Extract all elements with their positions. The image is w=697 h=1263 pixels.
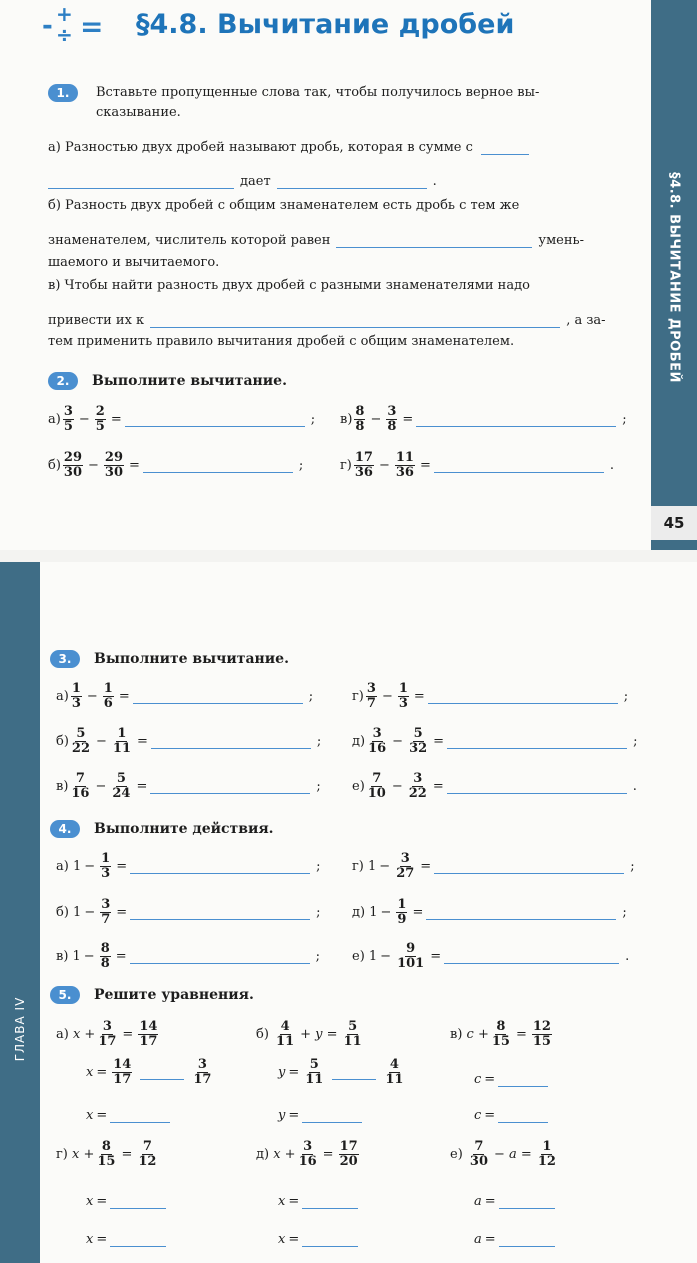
task-4-item: б) 1 − $\frac{3}{7}$ = ;: [56, 897, 321, 927]
task-5-header: [50, 986, 254, 1004]
svg-text:÷: ÷: [56, 23, 73, 44]
equation-e: д) x + $\frac{3}{16}$ = $\frac{17}{20}$: [256, 1139, 358, 1169]
fraction: $\frac{29}{30}$: [63, 450, 82, 480]
textbook-page-44: [0, 562, 697, 1263]
chapter-sidebar: [651, 0, 697, 550]
answer-blank[interactable]: [130, 860, 310, 874]
fraction: $\frac{2}{5}$: [95, 404, 105, 434]
task-2-item: б) $\frac{29}{30}$ − $\frac{29}{30}$ = ;: [48, 450, 304, 480]
fraction: $\frac{11}{36}$: [395, 450, 414, 480]
item-letter: г): [340, 458, 352, 473]
answer-blank[interactable]: [133, 690, 303, 704]
task-4-header: [50, 820, 274, 838]
task-1a-line1: [48, 140, 529, 155]
task-1-instruction-cont: сказывание.: [96, 105, 181, 120]
equation-d: г) x + $\frac{8}{15}$ = $\frac{7}{12}$: [56, 1139, 157, 1169]
answer-blank[interactable]: [130, 950, 310, 964]
task-1-instruction: Вставьте пропущенные слова так, чтобы получилось верное вы-: [96, 85, 540, 100]
answer-blank[interactable]: [302, 1233, 358, 1247]
fraction: $\frac{17}{36}$: [354, 450, 373, 480]
textbook-page-45: [0, 0, 697, 550]
equation-f: е) $\frac{7}{30}$ − a = $\frac{1}{12}$: [450, 1139, 556, 1169]
equation-d-step: x =: [86, 1194, 166, 1209]
answer-blank[interactable]: [302, 1195, 358, 1209]
equation-c-step: c =: [474, 1072, 548, 1087]
task-1c-text2: привести их к: [48, 313, 145, 328]
task-1b-line2: [48, 233, 584, 248]
task-1b-text3: умень-: [538, 233, 585, 248]
answer-blank[interactable]: [150, 780, 310, 794]
answer-blank[interactable]: [416, 413, 616, 427]
answer-blank[interactable]: [336, 234, 532, 248]
task-2-label: Выполните вычитание.: [92, 373, 287, 389]
page-number: 45: [651, 506, 697, 540]
answer-blank[interactable]: [110, 1233, 166, 1247]
task-4-label: Выполните действия.: [94, 821, 274, 837]
answer-blank[interactable]: [130, 906, 310, 920]
svg-text:=: =: [80, 10, 104, 43]
fraction: $\frac{29}{30}$: [104, 450, 123, 480]
item-letter: а): [48, 412, 61, 427]
task-4-item: в) 1 − $\frac{8}{8}$ = ;: [56, 941, 321, 971]
task-3-item: е) $\frac{7}{10}$ − $\frac{3}{22}$ = .: [352, 771, 637, 801]
answer-blank[interactable]: [428, 690, 618, 704]
task-2-item: в) $\frac{8}{8}$ − $\frac{3}{8}$ = ;: [340, 404, 627, 434]
answer-blank[interactable]: [444, 950, 619, 964]
answer-blank[interactable]: [447, 780, 627, 794]
task-1c-text3: , а за-: [566, 313, 606, 328]
equation-e-step: x =: [278, 1194, 358, 1209]
item-letter: б): [48, 458, 61, 473]
equation-d-answer: x =: [86, 1232, 166, 1247]
task-3-item: б) $\frac{5}{22}$ − $\frac{1}{11}$ = ;: [56, 726, 322, 756]
equation-e-answer: x =: [278, 1232, 358, 1247]
answer-blank[interactable]: [498, 1109, 548, 1123]
answer-blank[interactable]: [434, 860, 624, 874]
task-4-item: а) 1 − $\frac{1}{3}$ = ;: [56, 851, 321, 881]
fraction: $\frac{3}{5}$: [63, 404, 73, 434]
answer-blank[interactable]: [426, 906, 616, 920]
chapter-label: ГЛАВА IV: [13, 996, 27, 1062]
answer-blank[interactable]: [434, 459, 604, 473]
fraction: $\frac{3}{8}$: [387, 404, 397, 434]
answer-blank[interactable]: [48, 175, 234, 189]
answer-blank[interactable]: [110, 1195, 166, 1209]
task-1b-text: б) Разность двух дробей с общим знаменателем есть дробь с тем же: [48, 198, 520, 213]
answer-blank[interactable]: [481, 141, 529, 155]
task-1c-text4: тем применить правило вычитания дробей с общим знаменателем.: [48, 334, 515, 349]
answer-blank[interactable]: [277, 175, 427, 189]
task-3-item: д) $\frac{3}{16}$ − $\frac{5}{32}$ = ;: [352, 726, 638, 756]
equation-a-answer: x =: [86, 1108, 170, 1123]
task-1a-text: а) Разностью двух дробей называют дробь, которая в сумме с: [48, 140, 473, 155]
task-3-item: в) $\frac{7}{16}$ − $\frac{5}{24}$ = ;: [56, 771, 321, 801]
svg-text:+: +: [56, 4, 73, 26]
answer-blank[interactable]: [143, 459, 293, 473]
task-3-item: а) $\frac{1}{3}$ − $\frac{1}{6}$ = ;: [56, 681, 314, 711]
answer-blank[interactable]: [498, 1073, 548, 1087]
answer-blank[interactable]: [302, 1109, 362, 1123]
sidebar-section-title: §4.8. ВЫЧИТАНИЕ ДРОБЕЙ: [666, 172, 682, 383]
equation-a: а) x + $\frac{3}{17}$ = $\frac{14}{17}$: [56, 1019, 158, 1049]
equation-c-answer: c =: [474, 1108, 548, 1123]
answer-blank[interactable]: [151, 735, 311, 749]
answer-blank[interactable]: [447, 735, 627, 749]
answer-blank[interactable]: [125, 413, 305, 427]
answer-blank[interactable]: [150, 314, 560, 328]
task-number-badge: 5.: [50, 986, 80, 1004]
equation-b-step: y = $\frac{5}{11}$ $\frac{4}{11}$: [278, 1057, 404, 1087]
task-number-badge: 4.: [50, 820, 80, 838]
task-1b-text4: шаемого и вычитаемого.: [48, 255, 220, 270]
equation-b-answer: y =: [278, 1108, 362, 1123]
page-title: §4.8. Вычитание дробей: [136, 8, 515, 40]
answer-blank[interactable]: [140, 1066, 184, 1080]
task-1c-line2: [48, 313, 606, 328]
task-3-item: г) $\frac{3}{7}$ − $\frac{1}{3}$ = ;: [352, 681, 629, 711]
task-1b-text2: знаменателем, числитель которой равен: [48, 233, 331, 248]
section-header: [40, 4, 514, 44]
task-2-header: [48, 372, 287, 390]
item-letter: в): [340, 412, 353, 427]
task-3-header: [50, 650, 289, 668]
task-4-item: е) 1 − $\frac{9}{101}$ = .: [352, 941, 630, 971]
equation-f-answer: a =: [474, 1232, 555, 1247]
answer-blank[interactable]: [499, 1233, 555, 1247]
task-4-item: д) 1 − $\frac{1}{9}$ = ;: [352, 897, 627, 927]
task-number-badge: 3.: [50, 650, 80, 668]
fraction: $\frac{8}{8}$: [355, 404, 365, 434]
equation-f-step: a =: [474, 1194, 555, 1209]
answer-blank[interactable]: [332, 1066, 376, 1080]
task-3-label: Выполните вычитание.: [94, 651, 289, 667]
task-number-badge: 2.: [48, 372, 78, 390]
chapter-sidebar: [0, 562, 40, 1263]
answer-blank[interactable]: [499, 1195, 555, 1209]
answer-blank[interactable]: [110, 1109, 170, 1123]
task-2-item: г) $\frac{17}{36}$ − $\frac{11}{36}$ = .: [340, 450, 615, 480]
task-5-label: Решите уравнения.: [94, 987, 254, 1003]
math-symbols-icon: [40, 4, 120, 44]
svg-text:-: -: [42, 11, 53, 41]
task-1a-word: дает: [240, 174, 271, 189]
task-1c-text: в) Чтобы найти разность двух дробей с разными знаменателями надо: [48, 278, 530, 293]
task-2-item: а) $\frac{3}{5}$ − $\frac{2}{5}$ = ;: [48, 404, 316, 434]
task-number-badge: 1.: [48, 84, 78, 102]
task-1-header: [48, 84, 78, 102]
equation-c: в) c + $\frac{8}{15}$ = $\frac{12}{15}$: [450, 1019, 551, 1049]
equation-b: б) $\frac{4}{11}$ + y = $\frac{5}{11}$: [256, 1019, 362, 1049]
task-4-item: г) 1 − $\frac{3}{27}$ = ;: [352, 851, 635, 881]
task-1a-line2: дает .: [48, 174, 437, 189]
equation-a-step: x = $\frac{14}{17}$ $\frac{3}{17}$: [86, 1057, 212, 1087]
